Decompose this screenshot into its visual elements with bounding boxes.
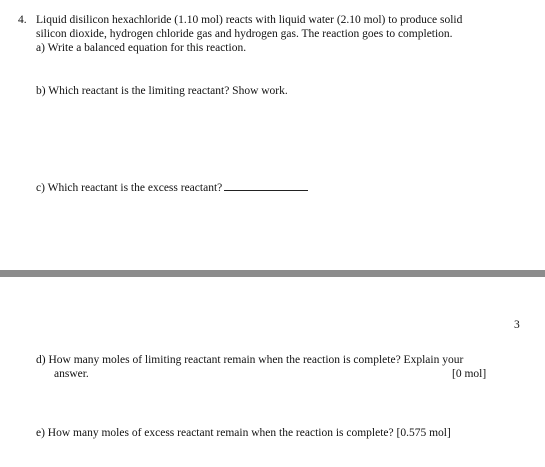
answer-blank-line[interactable]	[224, 181, 308, 191]
part-d-prompt-line1: d) How many moles of limiting reactant remain when the reaction is complete? Explain your	[36, 354, 464, 366]
part-e-prompt: e) How many moles of excess reactant remain when the reaction is complete? [0.575 mol]	[36, 427, 451, 439]
part-b-prompt: b) Which reactant is the limiting reactant? Show work.	[36, 85, 288, 97]
page-number: 3	[514, 319, 520, 331]
part-a-prompt: a) Write a balanced equation for this reaction.	[36, 42, 247, 54]
question-text-line1: Liquid disilicon hexachloride (1.10 mol) reacts with liquid water (2.10 mol) to produce solid	[36, 14, 463, 26]
part-d-answer: [0 mol]	[452, 368, 487, 380]
page-divider	[0, 270, 545, 277]
part-c-row	[36, 181, 308, 195]
part-d-prompt-line2: answer.	[54, 368, 89, 380]
question-number: 4.	[18, 14, 27, 26]
question-text-line2: silicon dioxide, hydrogen chloride gas and hydrogen gas. The reaction goes to completion.	[36, 28, 453, 40]
part-c-prompt: c) Which reactant is the excess reactant?	[36, 182, 223, 194]
